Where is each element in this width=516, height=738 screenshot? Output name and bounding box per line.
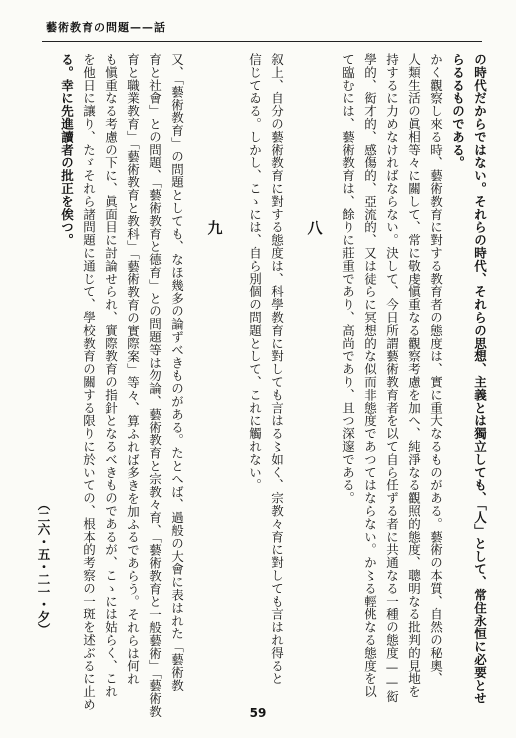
- section-heading: 八: [305, 220, 324, 236]
- text-column: 信じてゐる。しかし、こゝには、自ら別個の問題として、これに觸れない。: [247, 53, 263, 492]
- text-column: 學的、衒才的、感傷的、亞流的、又は徒らに冥想的な似而非態度であつてはならない。か〻る輕佻なる態度を以: [362, 53, 378, 698]
- text-column: る。幸に先進讀者の批正を俟つ。: [59, 53, 75, 247]
- text-column: かく觀察し來る時、藝術教育に對する教育者の態度は、實に重大なるものがある。藝術の本質、自然の秘奧、: [428, 53, 444, 686]
- text-column: を他日に讓り、たゞそれら諸問題に通じて、學校教育の關する限りに於いての、根本的考察の一斑を述ぶるに止め: [81, 53, 97, 711]
- page-number: 59: [249, 706, 267, 720]
- running-head: 藝術教育の問題——話: [46, 21, 166, 34]
- text-column: 持するに力めなければならない。決して、今日所謂藝術教育者を以て自ら任ずる者に共通なる一種の態度——衒: [384, 53, 400, 703]
- text-column: の時代だからではない。それらの時代、それらの思想、主義とは獨立しても、「人」として、常住永恒に必要とせ: [472, 53, 488, 705]
- text-column: 育と社會」との問題、「藝術教育と德育」との問題等は勿論、藝術教育と宗教々育、「藝術教育と一般藝術」「藝術教: [147, 53, 163, 718]
- text-column: 又、「藝術教育」の問題としても、なほ幾多の論ずべきものがある。たとへば、過般の大會に表はれた「藝術教: [169, 53, 185, 692]
- text-column: 叙上、自分の藝術教育に對する態度は、科學教育に對しても言はる〻如く、宗教々育に對しても言はれ得ると: [269, 53, 285, 686]
- text-column: 育と職業教育」「藝術教育と教科」「藝術教育の實際案」等々、算ふれば多きを加ふるであらう。それらは何れ: [125, 53, 141, 686]
- text-column: て臨むには、藝術教育は、餘りに莊重であり、高尚であり、且つ深邃である。: [340, 53, 356, 505]
- closing-date: （二六・五・二一・夕）: [36, 498, 51, 636]
- text-column: も愼重なる考慮の下に、眞面目に討論せられ、實際教育の指針となるべきものであるが、こゝには姑らく、これ: [103, 53, 119, 698]
- header-rule: [42, 41, 482, 42]
- text-column: らるるものである。: [450, 53, 466, 170]
- section-heading: 九: [205, 220, 224, 236]
- text-column: 人類生活の眞相等々に關して、常に敬虔愼重なる觀察考慮を加へ、純淨なる觀照的態度、聰明なる批判的見地を: [406, 53, 422, 698]
